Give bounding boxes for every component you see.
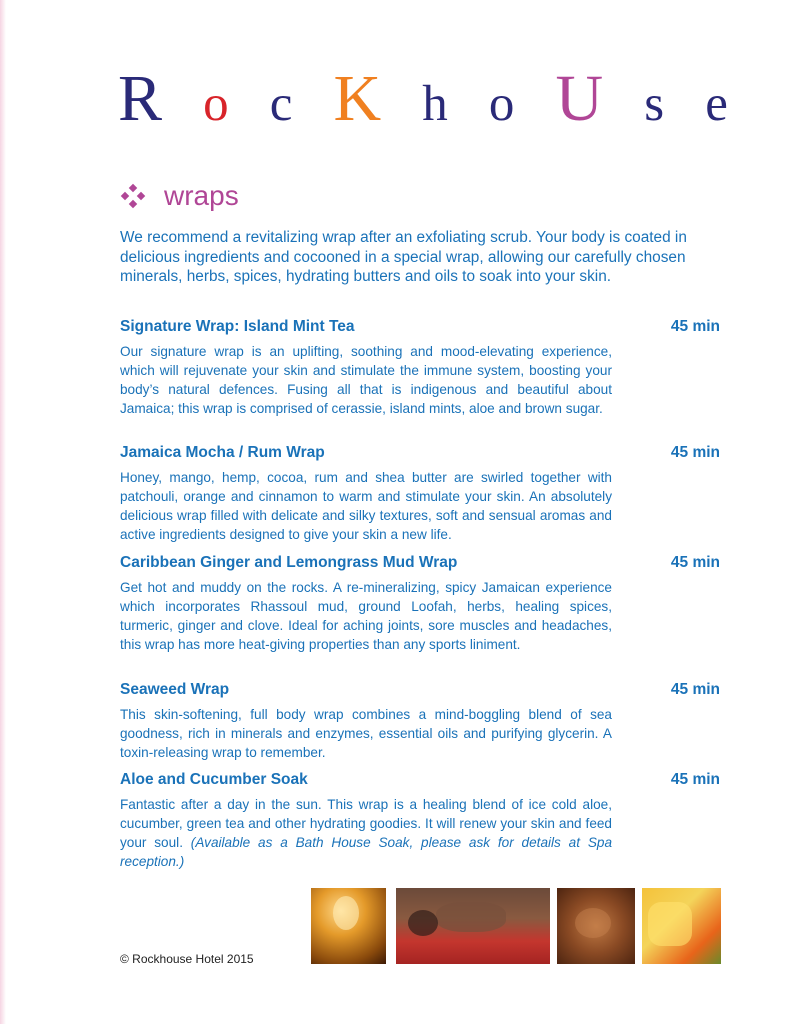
treatment-name: Aloe and Cucumber Soak [120,771,308,788]
treatment-item-ginger-lemongrass [120,554,720,654]
section-header [120,180,239,212]
treatment-item-mocha-rum [120,444,720,544]
copyright-footer: © Rockhouse Hotel 2015 [120,952,254,966]
page-edge-decoration [0,0,6,1024]
treatment-duration: 45 min [670,444,720,461]
treatment-note: (Available as a Bath House Soak, please ask for details at Spa reception.) [120,835,613,869]
treatment-item-island-mint-tea [120,318,720,418]
treatment-name: Caribbean Ginger and Lemongrass Mud Wrap [120,554,458,571]
treatment-name: Jamaica Mocha / Rum Wrap [120,444,325,461]
treatment-description: Get hot and muddy on the rocks. A re-mineralizing, spicy Jamaican experience which incorporates Rhassoul mud, ground Loofah, herbs, healing spices, turmeric, ginger and clove. Ideal for aching joints, sore muscles and headaches, this wrap has more heat-giving properties than any sports liniment. [120,580,612,652]
treatment-duration: 45 min [670,771,720,788]
treatment-description [120,795,612,871]
logo-letter: o [203,76,229,132]
logo-letter: h [422,76,448,132]
intro-paragraph: We recommend a revitalizing wrap after an exfoliating scrub. Your body is coated in delicious ingredients and cocooned in a special wrap, allowing our carefully chosen minerals, herbs, spices, hydrating butters and oils to soak into your skin. [120,229,687,285]
four-diamonds-icon [120,183,146,209]
logo-letter: R [118,62,163,135]
treatment-duration: 45 min [670,554,720,571]
honey-photo [311,888,386,964]
logo-letter: c [269,76,293,132]
treatment-description-text: Fantastic after a day in the sun. This wrap is a healing blend of ice cold aloe, cucumber, green tea and other hydrating goodies. It will renew your skin and feed your soul. [120,797,612,850]
logo-letter: U [555,62,604,135]
logo-letter: s [644,76,665,132]
treatment-duration: 45 min [670,318,720,335]
treatment-duration: 45 min [670,681,720,698]
treatment-name: Seaweed Wrap [120,681,230,698]
treatment-item-seaweed [120,681,720,762]
spa-treatment-photo [396,888,550,964]
logo-letter: o [488,76,515,132]
logo-letter: K [333,62,382,135]
section-title: wraps [164,180,239,211]
treatment-description: Our signature wrap is an uplifting, soothing and mood-elevating experience, which will rejuvenate your skin and stimulate the immune system, boosting your body’s natural defences. Fusing all that is indigenous and beautiful about Jamaica; this wrap is comprised of cerassie, island mints, aloe and brown sugar. [120,344,612,416]
treatment-name: Signature Wrap: Island Mint Tea [120,318,355,335]
treatment-item-aloe-cucumber [120,771,720,871]
mango-photo [642,888,721,964]
rockhouse-logo [118,62,728,135]
treatment-description: This skin-softening, full body wrap combines a mind-boggling blend of sea goodness, rich in minerals and enzymes, essential oils and purifying glycerin. A toxin-releasing wrap to remember. [120,707,612,760]
treatment-description: Honey, mango, hemp, cocoa, rum and shea butter are swirled together with patchouli, orange and cinnamon to warm and stimulate your skin. An absolutely delicious wrap filled with delicate and silky textures, soft and sensual aromas and active ingredients designed to give your skin a new life. [120,470,612,542]
logo-letter: e [705,76,728,132]
spice-scrub-photo [557,888,635,964]
